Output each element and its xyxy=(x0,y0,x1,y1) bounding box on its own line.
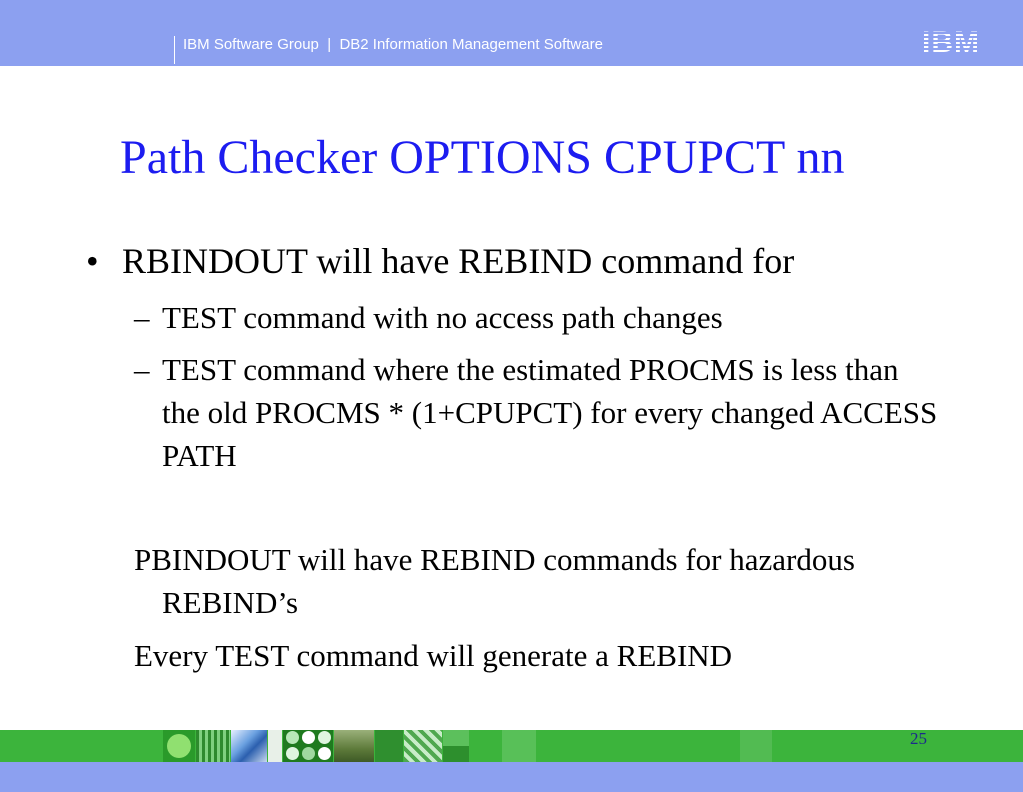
dash-marker: – xyxy=(134,300,150,335)
strip-tile xyxy=(740,730,772,762)
ibm-logo: IBM xyxy=(922,26,980,59)
strip-tile xyxy=(334,730,374,762)
strip-tile xyxy=(196,730,230,762)
sub-item-text: TEST command where the estimated PROCMS is less than the old PROCMS * (1+CPUPCT) for every changed ACCESS PATH xyxy=(162,352,938,473)
header-bar xyxy=(0,0,1023,66)
strip-tile xyxy=(375,730,403,762)
footer-blue-bar xyxy=(0,762,1023,792)
dot-icon xyxy=(302,747,315,760)
slide-title: Path Checker OPTIONS CPUPCT nn xyxy=(120,131,845,184)
dash-marker: – xyxy=(134,352,150,387)
strip-tile xyxy=(163,730,195,762)
dot-icon xyxy=(286,731,299,744)
paragraph-every-test: Every TEST command will generate a REBIND xyxy=(134,638,733,673)
dot-icon xyxy=(318,747,331,760)
page-number: 25 xyxy=(910,729,927,748)
bullet-marker: • xyxy=(86,241,99,281)
circle-icon xyxy=(167,734,191,758)
strip-tile xyxy=(268,730,282,762)
sub-item-text: TEST command with no access path changes xyxy=(162,300,723,335)
strip-tile xyxy=(231,730,267,762)
paragraph-pbindout: PBINDOUT will have REBIND commands for hazardous REBIND’s xyxy=(134,542,855,620)
dots-tile xyxy=(283,730,333,762)
header-text: IBM Software Group | DB2 Information Management Software xyxy=(183,36,603,53)
dot-icon xyxy=(286,747,299,760)
strip-tile xyxy=(443,730,469,762)
header-divider xyxy=(174,36,175,64)
strip-tile xyxy=(502,730,536,762)
bullet-text: RBINDOUT will have REBIND command for xyxy=(122,241,795,281)
dot-icon xyxy=(318,731,331,744)
dot-icon xyxy=(302,731,315,744)
strip-tile xyxy=(404,730,442,762)
